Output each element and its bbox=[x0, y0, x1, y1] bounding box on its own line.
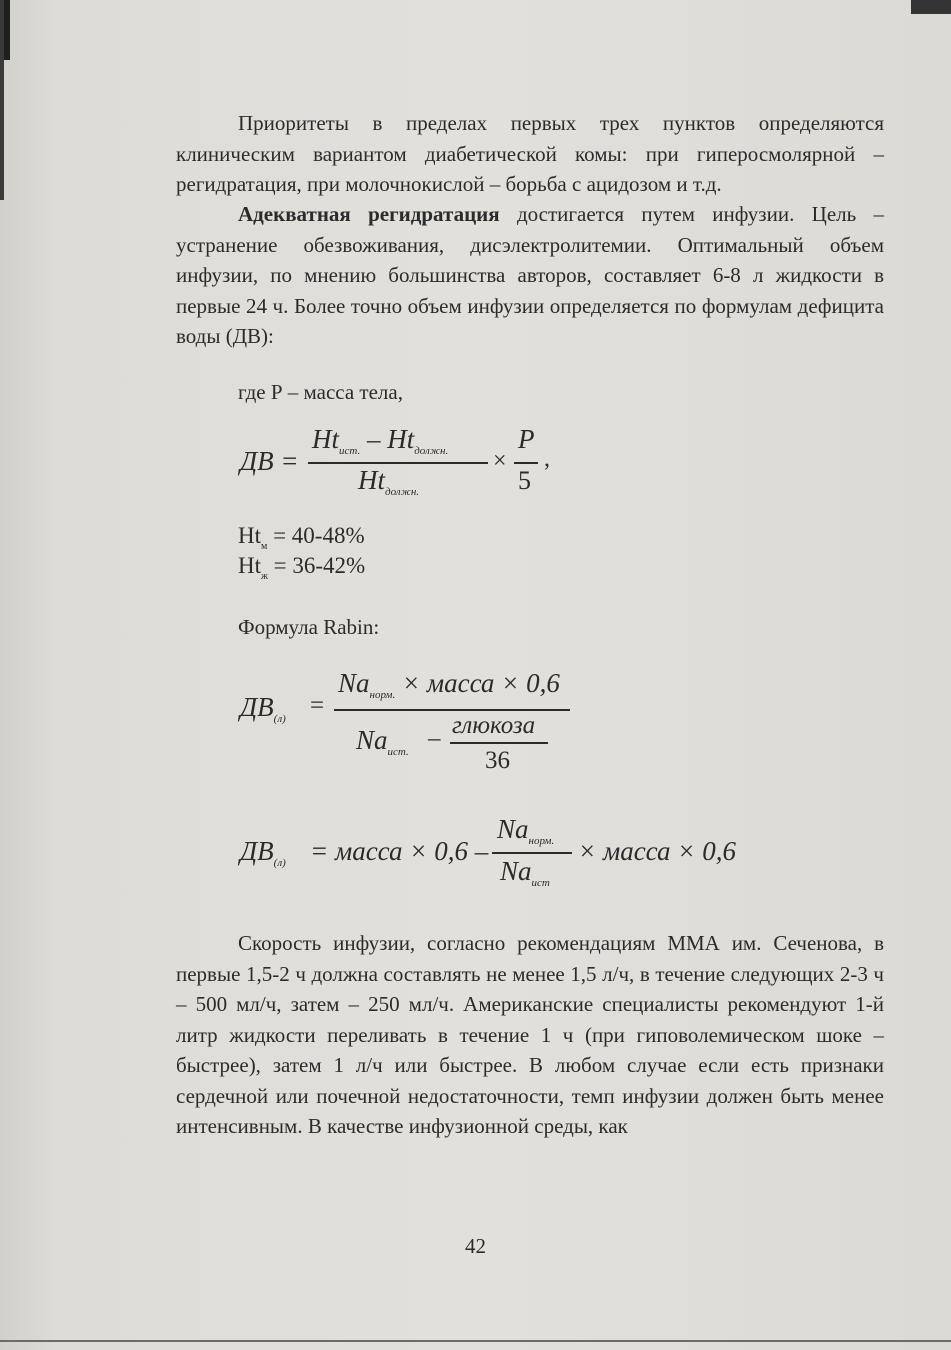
paragraph-rehydration bbox=[176, 199, 884, 352]
scan-edge-mark-top bbox=[911, 0, 951, 14]
formula3-lhs: $ДВ_{(л)}$ bbox=[240, 836, 286, 869]
scan-edge-shadow bbox=[0, 0, 4, 200]
formula3-middle: = масса × 0,6 – bbox=[310, 836, 489, 866]
formula1-comma: , bbox=[544, 446, 550, 472]
formula1-denominator: $Ht_{должн.}$ bbox=[358, 465, 420, 498]
paragraph-infusion-rate: Скорость инфузии, согласно рекомендациям ММА им. Сеченова, в первые 1,5-2 ч должна составлять не менее 1,5 л/ч, в течение следующих 2-3 ч – 500 мл/ч, затем – 250 мл/ч. Американские специалисты рекомендуют 1-й литр жидкости переливать в течение 1 ч (при гиповолемическом шоке – быстрее), затем 1 л/ч или быстрее. В любом случае если есть признаки сердечной или почечной недостаточности, темп инфузии должен быть менее интенсивным. В качестве инфузионной среды, как bbox=[176, 931, 884, 1138]
formula2-den-frac-num: глюкоза bbox=[452, 712, 536, 739]
term-adequate-rehydration: Адекватная регидратация bbox=[238, 202, 500, 226]
formula2-den-frac-bar bbox=[450, 742, 548, 744]
formula3-rest: × масса × 0,6 bbox=[578, 836, 736, 866]
paragraph-rehydration-text: достигается путем инфузии. Цель – устранение обезвоживания, дисэлектролитемии. Оптимальный объем инфузии, по мнению большинства авторов, составляет 6-8 л жидкости в первые 24 ч. Более точно объем инфузии определяется по формулам дефицита воды (ДВ): bbox=[176, 202, 885, 348]
formula1-lhs: ДВ = bbox=[240, 446, 299, 476]
formula2-fraction-bar bbox=[334, 709, 570, 711]
formula2-den-minus: – bbox=[428, 725, 441, 752]
formula3-fraction-bar bbox=[492, 852, 572, 854]
formula1-times: × bbox=[493, 448, 507, 474]
formula2-lhs: $ДВ_{(л)}$ bbox=[240, 692, 286, 725]
formula3-frac-num: $Na_{норм.}$ bbox=[497, 814, 555, 847]
ht-female: $Ht_ж = 36-42\%$ bbox=[238, 553, 366, 582]
formula2-numerator: $Na_{норм.}$ × масса × 0,6 bbox=[338, 668, 560, 701]
formula1-frac2-num: P bbox=[518, 424, 535, 454]
formula1-numerator: $Ht_{ист.} - Ht_{должн.}$ bbox=[312, 424, 449, 457]
scan-bottom-edge bbox=[0, 1340, 951, 1342]
ht-male: $Ht_м = 40-48\%$ bbox=[238, 523, 365, 552]
formula2-eq: = bbox=[310, 692, 325, 719]
where-line: где Р – масса тела, bbox=[238, 380, 403, 404]
formula2-den-frac-den: 36 bbox=[485, 747, 510, 774]
formula1-fraction-bar bbox=[308, 462, 488, 464]
formula3-frac-den: $Na_{ист}$ bbox=[500, 856, 550, 889]
formula1-frac2-bar bbox=[514, 462, 538, 464]
paragraph-priorities: Приоритеты в пределах первых трех пунктов определяются клиническим вариантом диабетической комы: при гиперосмолярной – регидратация, при молочнокислой – борьба с ацидозом и т.д. bbox=[176, 111, 884, 196]
page-number: 42 bbox=[465, 1234, 486, 1258]
formula2-den-na: $Na_{ист.}$ bbox=[356, 725, 409, 758]
formula1-frac2-den: 5 bbox=[518, 466, 531, 495]
rabin-formula-label: Формула Rabin: bbox=[238, 615, 380, 639]
